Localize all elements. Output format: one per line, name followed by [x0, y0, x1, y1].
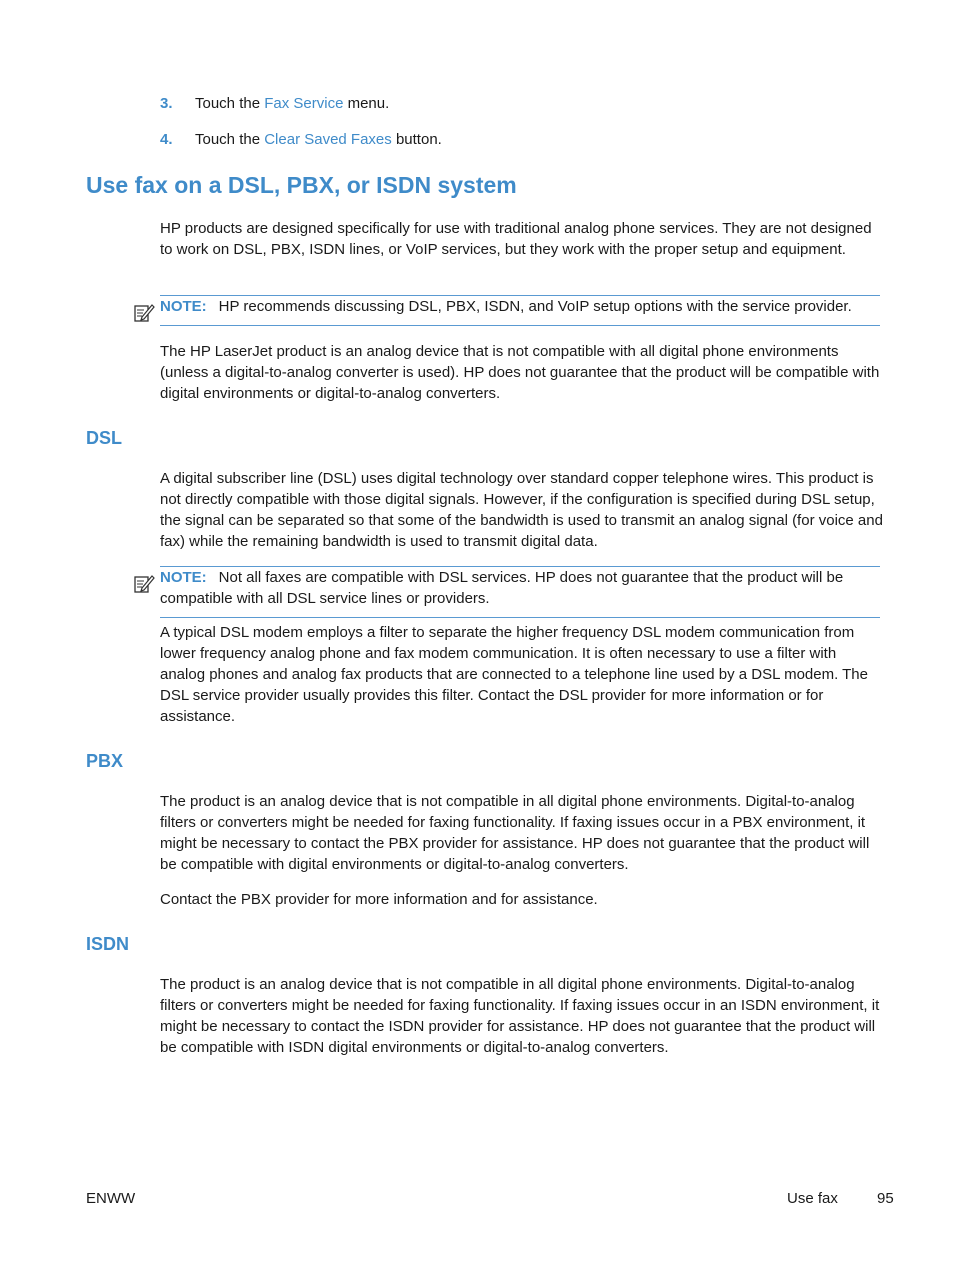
- note-text: Not all faxes are compatible with DSL services. HP does not guarantee that the product will be compatible with all DSL service lines or providers.: [160, 569, 844, 607]
- note-label: NOTE:: [160, 298, 207, 315]
- note-pencil-icon: [133, 301, 155, 323]
- dsl-paragraph-1: A digital subscriber line (DSL) uses digital technology over standard copper telephone wires. This product is not directly compatible with those digital signals. However, if the configuration is specified during DSL setup, the signal can be separated so that some of the bandwidth is used to transmit an analog signal (for voice and fax) while the remaining bandwidth is used to transmit digital data.: [160, 470, 883, 550]
- footer-section: Use fax: [787, 1190, 838, 1207]
- step-text: [195, 130, 442, 150]
- footer-left: ENWW: [86, 1190, 136, 1207]
- note-label: NOTE:: [160, 569, 207, 586]
- pbx-paragraph-2: Contact the PBX provider for more information and for assistance.: [160, 891, 598, 908]
- note-box: [160, 295, 880, 326]
- pbx-paragraph-1: The product is an analog device that is not compatible in all digital phone environments. Digital-to-analog filters or converters might be needed for faxing functionality. If faxing issues occur in a PBX environment, it might be necessary to contact the PBX provider for assistance. HP does not guarantee that the product will be compatible with digital environments or digital-to-analog converters.: [160, 793, 870, 873]
- step-text: [195, 94, 389, 114]
- step-text-post: button.: [395, 131, 442, 148]
- step-text-post: menu.: [347, 95, 390, 112]
- page-number: 95: [877, 1190, 894, 1207]
- step-number: 3.: [160, 95, 173, 112]
- dsl-paragraph-2: A typical DSL modem employs a filter to separate the higher frequency DSL modem communication from lower frequency analog phone and fax modem communication. It is often necessary to use a filter with analog phones and analog fax products that are connected to a telephone line used by a DSL modem. The DSL service provider usually provides this filter. Contact the DSL provider for more information or for assistance.: [160, 624, 868, 725]
- note-text: HP recommends discussing DSL, PBX, ISDN, and VoIP setup options with the service provider.: [218, 298, 852, 315]
- page-title: Use fax on a DSL, PBX, or ISDN system: [86, 172, 517, 198]
- note-pencil-icon: [133, 572, 155, 594]
- fax-service-link[interactable]: Fax Service: [264, 95, 344, 112]
- pbx-heading: PBX: [86, 751, 124, 771]
- isdn-heading: ISDN: [86, 934, 130, 954]
- step-number: 4.: [160, 131, 173, 148]
- intro-paragraph: HP products are designed specifically for use with traditional analog phone services. They are not designed to work on DSL, PBX, ISDN lines, or VoIP services, but they work with the proper setup and equipment.: [160, 220, 872, 258]
- dsl-heading: DSL: [86, 428, 122, 448]
- dsl-note-box: [160, 566, 880, 618]
- isdn-paragraph-1: The product is an analog device that is not compatible in all digital phone environments. Digital-to-analog filters or converters might be needed for faxing functionality. If faxing issues occur in an ISDN environment, it might be necessary to contact the ISDN provider for assistance. HP does not guarantee that the product will be compatible with ISDN digital environments or digital-to-analog converters.: [160, 976, 880, 1056]
- laserjet-paragraph: The HP LaserJet product is an analog device that is not compatible with all digital phone environments (unless a digital-to-analog converter is used). HP does not guarantee that the product will be compatible with digital environments or digital-to-analog converters.: [160, 343, 880, 402]
- step-text-pre: Touch the: [195, 95, 261, 112]
- step-text-pre: Touch the: [195, 131, 261, 148]
- clear-saved-faxes-link[interactable]: Clear Saved Faxes: [264, 131, 392, 148]
